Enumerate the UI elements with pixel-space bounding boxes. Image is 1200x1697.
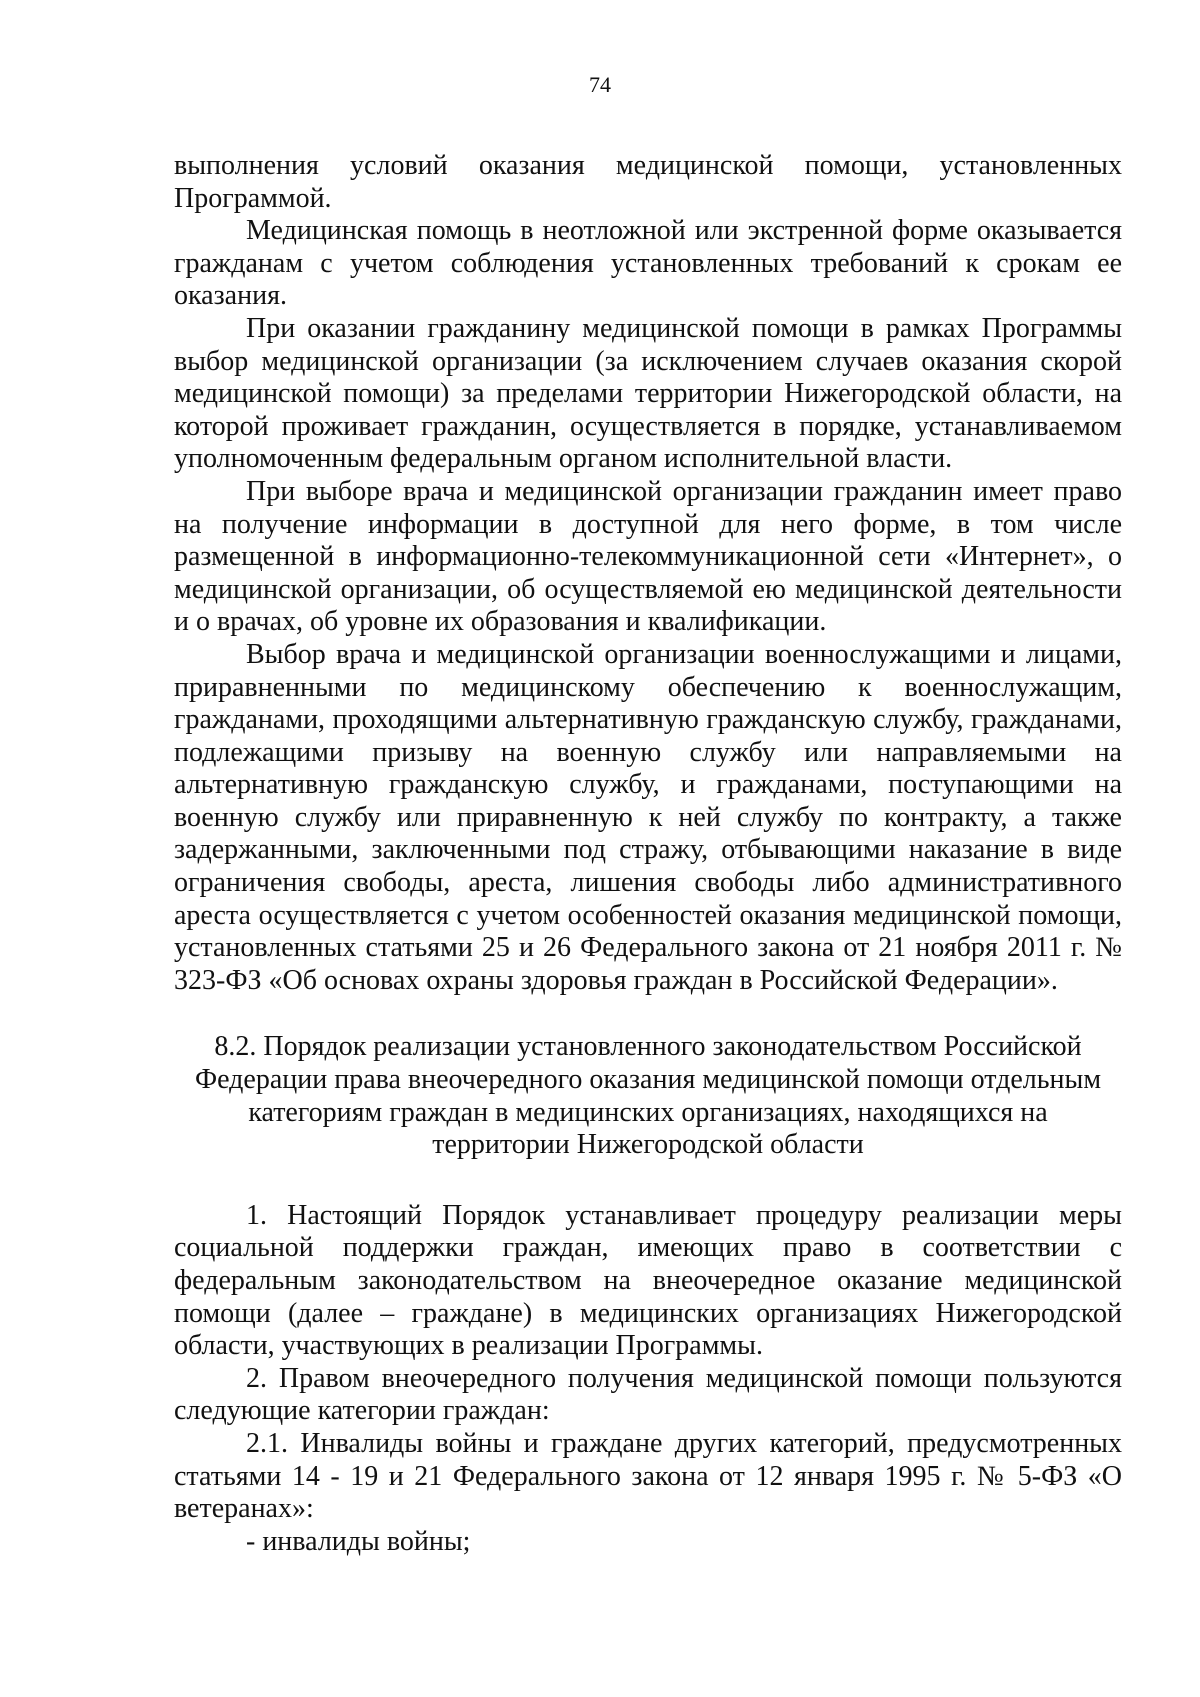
section-heading-line: Федерации права внеочередного оказания медицинской помощи отдельным <box>194 1064 1102 1096</box>
document-body <box>174 150 1122 1558</box>
paragraph-military-choice: Выбор врача и медицинской организации военнослужащими и лицами, приравненными по медицинскому обеспечению к военнослужащим, гражданами, проходящими альтернативную гражданскую службу, гражданами, подлежащими призыву на военную службу или направляемыми на альтернативную гражданскую службу, и гражданами, поступающими на военную службу или приравненную к ней службу по контракту, а также задержанными, заключенными под стражу, отбывающими наказание в виде ограничения свободы, ареста, лишения свободы либо административного ареста осуществляется с учетом особенностей оказания медицинской помощи, установленных статьями 25 и 26 Федерального закона от 21 ноября 2011 г. № 323-ФЗ «Об основах охраны здоровья граждан в Российской Федерации». <box>174 638 1122 996</box>
section-heading-line: категориям граждан в медицинских организациях, находящихся на <box>248 1096 1048 1128</box>
paragraph-organization-choice: При оказании гражданину медицинской помощи в рамках Программы выбор медицинской организации (за исключением случаев оказания скорой медицинской помощи) за пределами территории Нижегородской области, на которой проживает гражданин, осуществляется в порядке, устанавливаемом уполномоченным федеральным органом исполнительной власти. <box>174 312 1122 475</box>
section-heading-line: территории Нижегородской области <box>432 1129 864 1161</box>
section-heading <box>174 1031 1122 1161</box>
clause-2-1: 2.1. Инвалиды войны и граждане других категорий, предусмотренных статьями 14 - 19 и 21 Федерального закона от 12 января 1995 г. № 5-ФЗ «О ветеранах»: <box>174 1427 1122 1525</box>
section-heading-line: 8.2. Порядок реализации установленного законодательством Российской <box>214 1031 1082 1063</box>
page-number: 74 <box>589 72 611 97</box>
paragraph-continuation: выполнения условий оказания медицинской помощи, установленных Программой. <box>174 150 1122 214</box>
clause-2: 2. Правом внеочередного получения медицинской помощи пользуются следующие категории граждан: <box>174 1362 1122 1427</box>
paragraph-emergency-care: Медицинская помощь в неотложной или экстренной форме оказывается гражданам с учетом соблюдения установленных требований к срокам ее оказания. <box>174 215 1122 312</box>
clause-1: 1. Настоящий Порядок устанавливает процедуру реализации меры социальной поддержки граждан, имеющих право в соответствии с федеральным законодательством на внеочередное оказание медицинской помощи (далее – граждане) в медицинских организациях Нижегородской области, участвующих в реализации Программы. <box>174 1199 1122 1362</box>
paragraph-information-right: При выборе врача и медицинской организации гражданин имеет право на получение информации в доступной для него форме, в том числе размещенной в информационно-телекоммуникационной сети «Интернет», о медицинской организации, об осуществляемой ею медицинской деятельности и о врачах, об уровне их образования и квалификации. <box>174 475 1122 638</box>
list-item-war-invalids: - инвалиды войны; <box>246 1525 471 1557</box>
